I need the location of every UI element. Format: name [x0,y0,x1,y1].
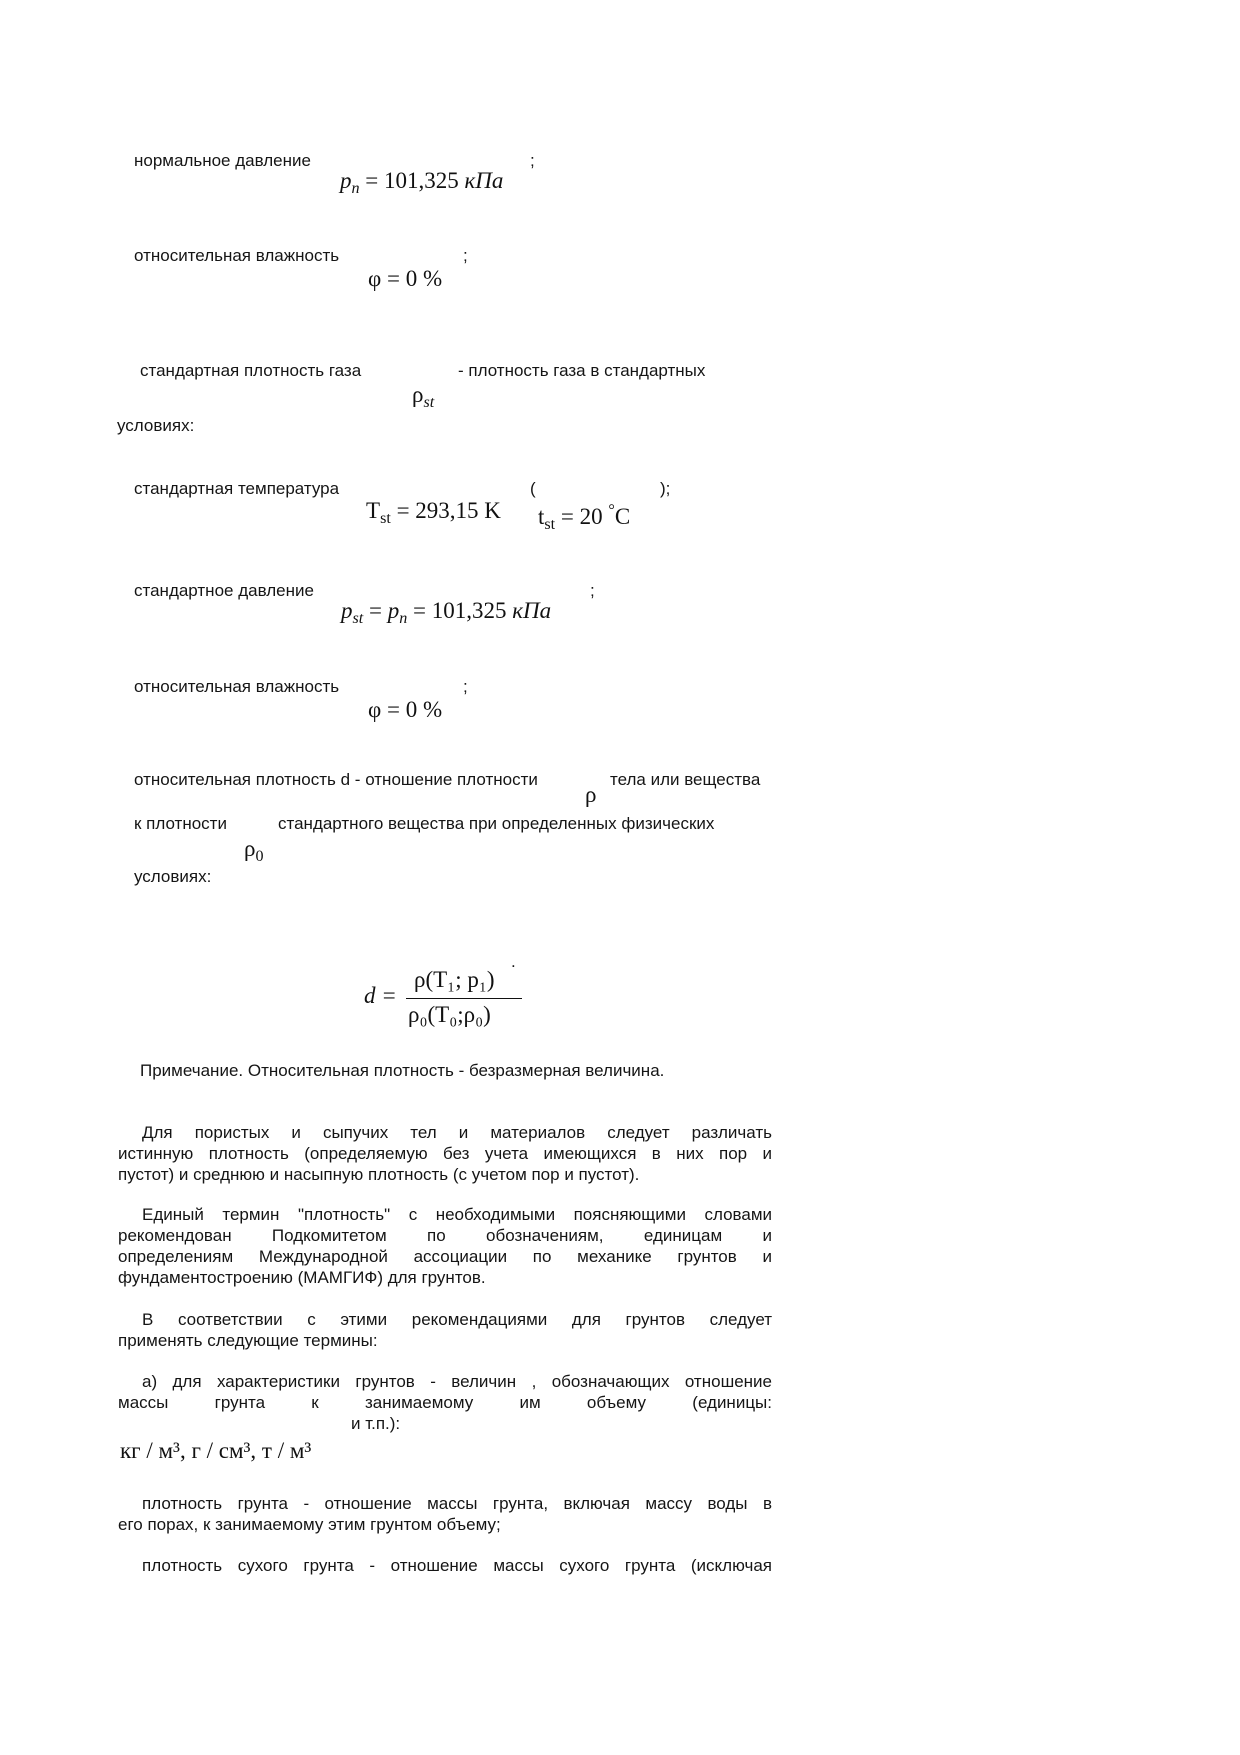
std-temperature-paren-open: ( [530,479,536,498]
relative-density-line2-start: к плотности [134,814,227,833]
std-temperature-paren-close: ); [660,479,671,498]
std-density-symbol: $\rho_{st}$ [412,382,435,412]
humidity-2-separator: ; [463,677,468,696]
formula-numerator: ρ(T₁; p₁) [414,967,495,992]
rho-symbol: ρ [585,782,597,807]
std-pressure-label: стандартное давление [134,581,314,600]
humidity-label: относительная влажность [134,246,340,265]
normal-pressure-label: нормальное давление [134,151,311,170]
std-pressure-separator: ; [590,581,595,600]
note: Примечание. Относительная плотность - безразмерная величина. [140,1061,665,1080]
paragraph-soil-characteristics: а) для характеристики грунтов - величин , обозначающих отношение массы грунта к занимаемому им объему (единицы: [118,1372,772,1412]
std-temperature-celsius-formula: $t_{st} = 20$ °C [538,502,631,534]
formula-lhs: d = [364,983,397,1008]
relative-density-formula [364,960,524,1040]
std-temperature-label: стандартная температура [134,479,340,498]
std-density-definition: - плотность газа в стандартных [458,361,706,380]
paragraph-density-term: Единый термин "плотность" с необходимыми поясняющими словами рекомендован Подкомитетом по обозначениям, единицам и определениям Международной ассоциации по механике грунтов и фундаментостроению (МАМГИФ) для грунтов. [118,1205,772,1287]
normal-pressure-formula: $p_n = 101,325$ кПа [340,168,504,198]
humidity-2-label: относительная влажность [134,677,340,696]
paragraph-dry-soil-density: плотность сухого грунта - отношение массы сухого грунта (исключая [142,1556,772,1575]
std-pressure-formula: $p_{st} = p_n = 101,325$ кПа [341,598,552,628]
paragraph-recommendations: В соответствии с этими рекомендациями для грунтов следует применять следующие термины: [118,1310,772,1350]
formula-denominator: ρ₀(T₀;ρ₀) [408,1002,491,1027]
units-formula: кг / м³, г / см³, т / м³ [120,1438,312,1463]
relative-density-line1-end: тела или вещества [610,770,761,789]
normal-pressure-separator: ; [530,151,535,170]
humidity-2-formula: φ = 0 % [368,697,443,722]
std-density-label: стандартная плотность газа [140,361,362,380]
paragraph-soil-density: плотность грунта - отношение массы грунта, включая массу воды в его порах, к занимаемому этим грунтом объему; [118,1494,772,1534]
humidity-formula: φ = 0 % [368,266,443,291]
formula-dot: . [511,952,516,971]
relative-density-line1: относительная плотность d - отношение плотности [134,770,538,789]
humidity-separator: ; [463,246,468,265]
paragraph-porous-materials: Для пористых и сыпучих тел и материалов следует различать истинную плотность (определяемую без учета имеющихся в них пор и пустот) и среднюю и насыпную плотность (с учетом пор и пустот). [118,1123,772,1184]
relative-density-line2-end: стандартного вещества при определенных физических [278,814,715,833]
std-temperature-kelvin-formula: $T_{st} = 293,15$ K [366,498,501,528]
paragraph-soil-characteristics-tail: и т.п.): [351,1414,401,1433]
std-density-conditions: условиях: [117,416,195,435]
rho0-symbol: $\rho_0$ [244,836,264,866]
relative-density-line3: условиях: [134,867,212,886]
fraction-bar [406,998,522,999]
